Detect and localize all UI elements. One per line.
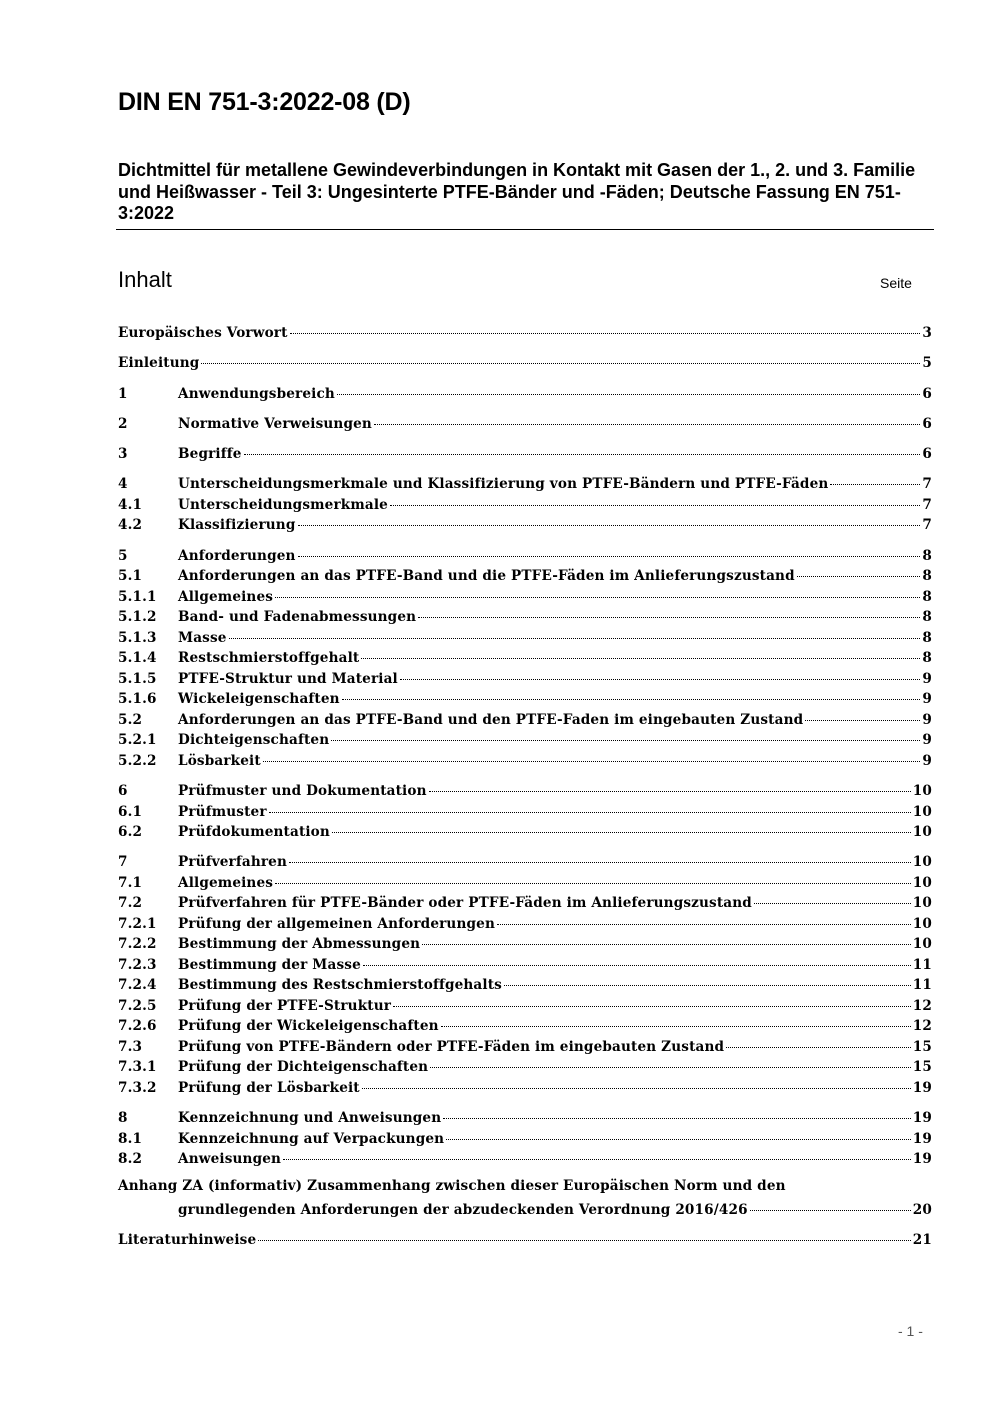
toc-entry-page: 10 <box>912 936 932 953</box>
toc-entry-title: Anforderungen <box>178 547 296 564</box>
toc-entry-number: 5.1.4 <box>118 650 157 667</box>
toc-leader-dots <box>362 1074 911 1089</box>
toc-entry-number: 7.3 <box>118 1038 143 1055</box>
toc-leader-dots <box>830 470 920 485</box>
toc-entry-page: 8 <box>922 588 932 605</box>
toc-leader-dots <box>337 380 920 395</box>
toc-entry-number: 2 <box>118 415 128 432</box>
toc-entry-number: 7.3.1 <box>118 1059 157 1076</box>
toc-entry-page: 9 <box>922 732 932 749</box>
toc-entry-number: 6.2 <box>118 824 143 841</box>
toc-entry-title: Prüfung der allgemeinen Anforderungen <box>178 915 495 932</box>
toc-entry[interactable] <box>118 383 932 404</box>
toc-entry-title: Prüfmuster <box>178 803 267 820</box>
toc-entry-number: 7 <box>118 854 128 871</box>
toc-entry-number: 7.2.1 <box>118 915 157 932</box>
toc-leader-dots <box>390 491 920 506</box>
toc-entry-number: 5 <box>118 547 128 564</box>
toc-leader-dots <box>429 777 911 792</box>
toc-leader-dots <box>400 665 921 680</box>
toc-leader-dots <box>275 869 911 884</box>
toc-entry-page: 9 <box>922 711 932 728</box>
toc-bibliography-entry[interactable] <box>118 1229 932 1250</box>
toc-entry-page: 19 <box>912 1110 932 1127</box>
toc-entry-page: 19 <box>912 1130 932 1147</box>
title-divider <box>116 229 934 230</box>
toc-entry-title: Prüfverfahren <box>178 854 288 871</box>
toc-entry-number: 7.1 <box>118 874 143 891</box>
toc-leader-dots <box>422 930 911 945</box>
toc-entry-page: 6 <box>922 415 932 432</box>
toc-entry-page: 12 <box>912 1018 932 1035</box>
toc-entry-number: 5.1.2 <box>118 609 157 626</box>
toc-entry-number: 5.1.3 <box>118 629 157 646</box>
toc-annex-title-line2: grundlegenden Anforderungen der abzudeckenden Verordnung 2016/426 <box>178 1201 748 1218</box>
toc-leader-dots <box>269 798 911 813</box>
toc-entry-title: Restschmierstoffgehalt <box>178 650 360 667</box>
toc-entry-title: Prüfverfahren für PTFE-Bänder oder PTFE-Fäden im Anlieferungszustand <box>178 895 752 912</box>
toc-entry-number: 8.1 <box>118 1130 143 1147</box>
toc-annex-entry-continued[interactable] <box>118 1199 932 1220</box>
toc-heading: Inhalt <box>118 267 172 292</box>
toc-leader-dots <box>332 818 911 833</box>
toc-leader-dots <box>290 319 921 334</box>
toc-entry-number: 8.2 <box>118 1151 143 1168</box>
toc-entry-page: 6 <box>922 385 932 402</box>
toc-entry-page: 9 <box>922 691 932 708</box>
toc-entry-number: 1 <box>118 385 128 402</box>
toc-entry-title: Kennzeichnung und Anweisungen <box>178 1110 442 1127</box>
toc-entry-title: Normative Verweisungen <box>178 415 372 432</box>
toc-entry-number: 7.2.6 <box>118 1018 157 1035</box>
toc-entry-page: 15 <box>912 1038 932 1055</box>
toc-entry-page: 6 <box>922 446 932 463</box>
toc-leader-dots <box>244 440 921 455</box>
toc-entry-title: Europäisches Vorwort <box>118 325 288 341</box>
toc-entry-number: 5.1 <box>118 568 143 585</box>
toc-leader-dots <box>298 511 921 526</box>
toc-entry-page: 8 <box>922 650 932 667</box>
toc-entry-number: 4.1 <box>118 496 143 513</box>
toc-entry-title: Lösbarkeit <box>178 752 261 769</box>
toc-entry-number: 5.1.1 <box>118 588 157 605</box>
toc-entry-page: 11 <box>912 977 932 994</box>
toc-annex-title-line1: Anhang ZA (informativ) Zusammenhang zwischen dieser Europäischen Norm und den <box>118 1178 786 1195</box>
toc-entry-page: 10 <box>912 803 932 820</box>
toc-entry-page: 10 <box>912 824 932 841</box>
toc-entry-title: Prüfung der Dichteigenschaften <box>178 1059 429 1076</box>
toc-bibliography-page: 21 <box>912 1232 932 1249</box>
toc-entry-title: Masse <box>178 629 227 646</box>
toc-entry-title: Begriffe <box>178 446 242 463</box>
toc-entry-title: Klassifizierung <box>178 517 296 534</box>
toc-entry-page: 7 <box>922 496 932 513</box>
toc-entry-title: Dichteigenschaften <box>178 732 330 749</box>
document-id: DIN EN 751-3:2022-08 (D) <box>118 88 411 116</box>
toc-leader-dots <box>263 747 921 762</box>
toc-entry-title: Anforderungen an das PTFE-Band und den PTFE-Faden im eingebauten Zustand <box>178 711 804 728</box>
toc-bibliography-title: Literaturhinweise <box>118 1232 257 1249</box>
toc-entry-title: Bestimmung des Restschmierstoffgehalts <box>178 977 502 994</box>
toc-entry-number: 8 <box>118 1110 128 1127</box>
toc-entry-number: 7.2 <box>118 895 143 912</box>
toc-leader-dots <box>430 1053 911 1068</box>
toc-entry-title: Allgemeines <box>178 874 274 891</box>
toc-entry-page: 8 <box>922 609 932 626</box>
toc-entry-number: 7.2.2 <box>118 936 157 953</box>
toc-leader-dots <box>258 1226 911 1241</box>
toc-entry-number: 5.1.5 <box>118 670 157 687</box>
toc-entry-number: 5.1.6 <box>118 691 157 708</box>
toc-entry-title: Unterscheidungsmerkmale <box>178 496 388 513</box>
toc-leader-dots <box>275 583 920 598</box>
toc-leader-dots <box>441 1012 911 1027</box>
toc-entry-page: 7 <box>922 517 932 534</box>
toc-leader-dots <box>289 848 911 863</box>
toc-entry-title: Bestimmung der Abmessungen <box>178 936 421 953</box>
toc-leader-dots <box>298 542 921 557</box>
page-number: - 1 - <box>898 1323 923 1339</box>
toc-entry-number: 6 <box>118 783 128 800</box>
toc-annex-page: 20 <box>912 1201 932 1218</box>
toc-entry-page: 19 <box>912 1151 932 1168</box>
toc-entry-number: 7.2.5 <box>118 997 157 1014</box>
toc-entry-page: 9 <box>922 670 932 687</box>
toc-entry-number: 5.2.1 <box>118 732 157 749</box>
toc-entry-title: Prüfdokumentation <box>178 824 330 841</box>
toc-entry-title: Prüfung von PTFE-Bändern oder PTFE-Fäden im eingebauten Zustand <box>178 1038 725 1055</box>
toc-entry-page: 8 <box>922 629 932 646</box>
toc-entry[interactable] <box>118 514 932 535</box>
toc-entry-title: Einleitung <box>118 355 200 372</box>
toc-entry-page: 7 <box>922 476 932 493</box>
toc-entry[interactable] <box>118 352 932 373</box>
toc-entry-page: 10 <box>912 915 932 932</box>
toc-entry-number: 4 <box>118 476 128 493</box>
toc-entry[interactable] <box>118 322 932 343</box>
toc-entry[interactable] <box>118 413 932 434</box>
toc-entry-number: 7.2.4 <box>118 977 157 994</box>
toc-entry[interactable] <box>118 1077 932 1098</box>
toc-entry-page: 11 <box>912 956 932 973</box>
toc-leader-dots <box>504 971 911 986</box>
toc-leader-dots <box>797 562 921 577</box>
toc-entry-title: Prüfmuster und Dokumentation <box>178 783 427 800</box>
toc-leader-dots <box>443 1104 911 1119</box>
toc-entry[interactable] <box>118 821 932 842</box>
toc-entry-page: 8 <box>922 568 932 585</box>
toc-entry-page: 10 <box>912 854 932 871</box>
toc-page-label: Seite <box>880 275 912 291</box>
toc-entry-page: 9 <box>922 752 932 769</box>
toc-entry-number: 5.2.2 <box>118 752 157 769</box>
toc-entry-page: 5 <box>922 355 932 372</box>
table-of-contents <box>118 322 932 1250</box>
toc-entry-page: 10 <box>912 783 932 800</box>
toc-leader-dots <box>361 644 920 659</box>
document-title: Dichtmittel für metallene Gewindeverbindungen in Kontakt mit Gasen der 1., 2. und 3. Familie und Heißwasser - Teil 3: Ungesinterte PTFE-Bänder und -Fäden; Deutsche Fassung EN 751-3:2022 <box>118 160 916 223</box>
toc-leader-dots <box>201 349 920 364</box>
toc-leader-dots <box>229 624 921 639</box>
toc-leader-dots <box>446 1125 911 1140</box>
toc-leader-dots <box>750 1196 911 1211</box>
toc-entry-title: Allgemeines <box>178 588 274 605</box>
toc-leader-dots <box>754 889 911 904</box>
toc-entry[interactable] <box>118 1148 932 1169</box>
toc-leader-dots <box>497 910 911 925</box>
toc-leader-dots <box>418 603 920 618</box>
toc-entry[interactable] <box>118 443 932 464</box>
toc-entry-title: Prüfung der PTFE-Struktur <box>178 997 392 1014</box>
toc-entry-page: 19 <box>912 1079 932 1096</box>
toc-entry-title: PTFE-Struktur und Material <box>178 670 398 687</box>
toc-leader-dots <box>805 706 920 721</box>
toc-entry-number: 7.2.3 <box>118 956 157 973</box>
toc-entry-title: Unterscheidungsmerkmale und Klassifizierung von PTFE-Bändern und PTFE-Fäden <box>178 476 829 493</box>
toc-entry-title: Prüfung der Lösbarkeit <box>178 1079 360 1096</box>
toc-entry-page: 3 <box>922 325 932 341</box>
toc-entry-number: 3 <box>118 446 128 463</box>
toc-entry-title: Prüfung der Wickeleigenschaften <box>178 1018 439 1035</box>
toc-leader-dots <box>331 726 920 741</box>
toc-entry-title: Anforderungen an das PTFE-Band und die PTFE-Fäden im Anlieferungszustand <box>178 568 795 585</box>
toc-entry-number: 6.1 <box>118 803 143 820</box>
toc-entry-title: Wickeleigenschaften <box>178 691 340 708</box>
toc-leader-dots <box>726 1033 911 1048</box>
toc-entry-number: 5.2 <box>118 711 143 728</box>
toc-entry-number: 7.3.2 <box>118 1079 157 1096</box>
toc-entry-page: 15 <box>912 1059 932 1076</box>
toc-leader-dots <box>342 685 921 700</box>
toc-entry-title: Kennzeichnung auf Verpackungen <box>178 1130 445 1147</box>
toc-leader-dots <box>363 951 911 966</box>
toc-leader-dots <box>374 410 920 425</box>
toc-leader-dots <box>283 1145 911 1160</box>
toc-leader-dots <box>393 992 911 1007</box>
toc-entry-title: Bestimmung der Masse <box>178 956 361 973</box>
toc-entry-page: 12 <box>912 997 932 1014</box>
toc-entry-number: 4.2 <box>118 517 143 534</box>
toc-entry[interactable] <box>118 750 932 771</box>
toc-entry-title: Anweisungen <box>178 1151 282 1168</box>
toc-entry-page: 8 <box>922 547 932 564</box>
toc-entry-page: 10 <box>912 874 932 891</box>
toc-entry-page: 10 <box>912 895 932 912</box>
toc-entry-title: Anwendungsbereich <box>178 385 335 402</box>
toc-entry-title: Band- und Fadenabmessungen <box>178 609 417 626</box>
